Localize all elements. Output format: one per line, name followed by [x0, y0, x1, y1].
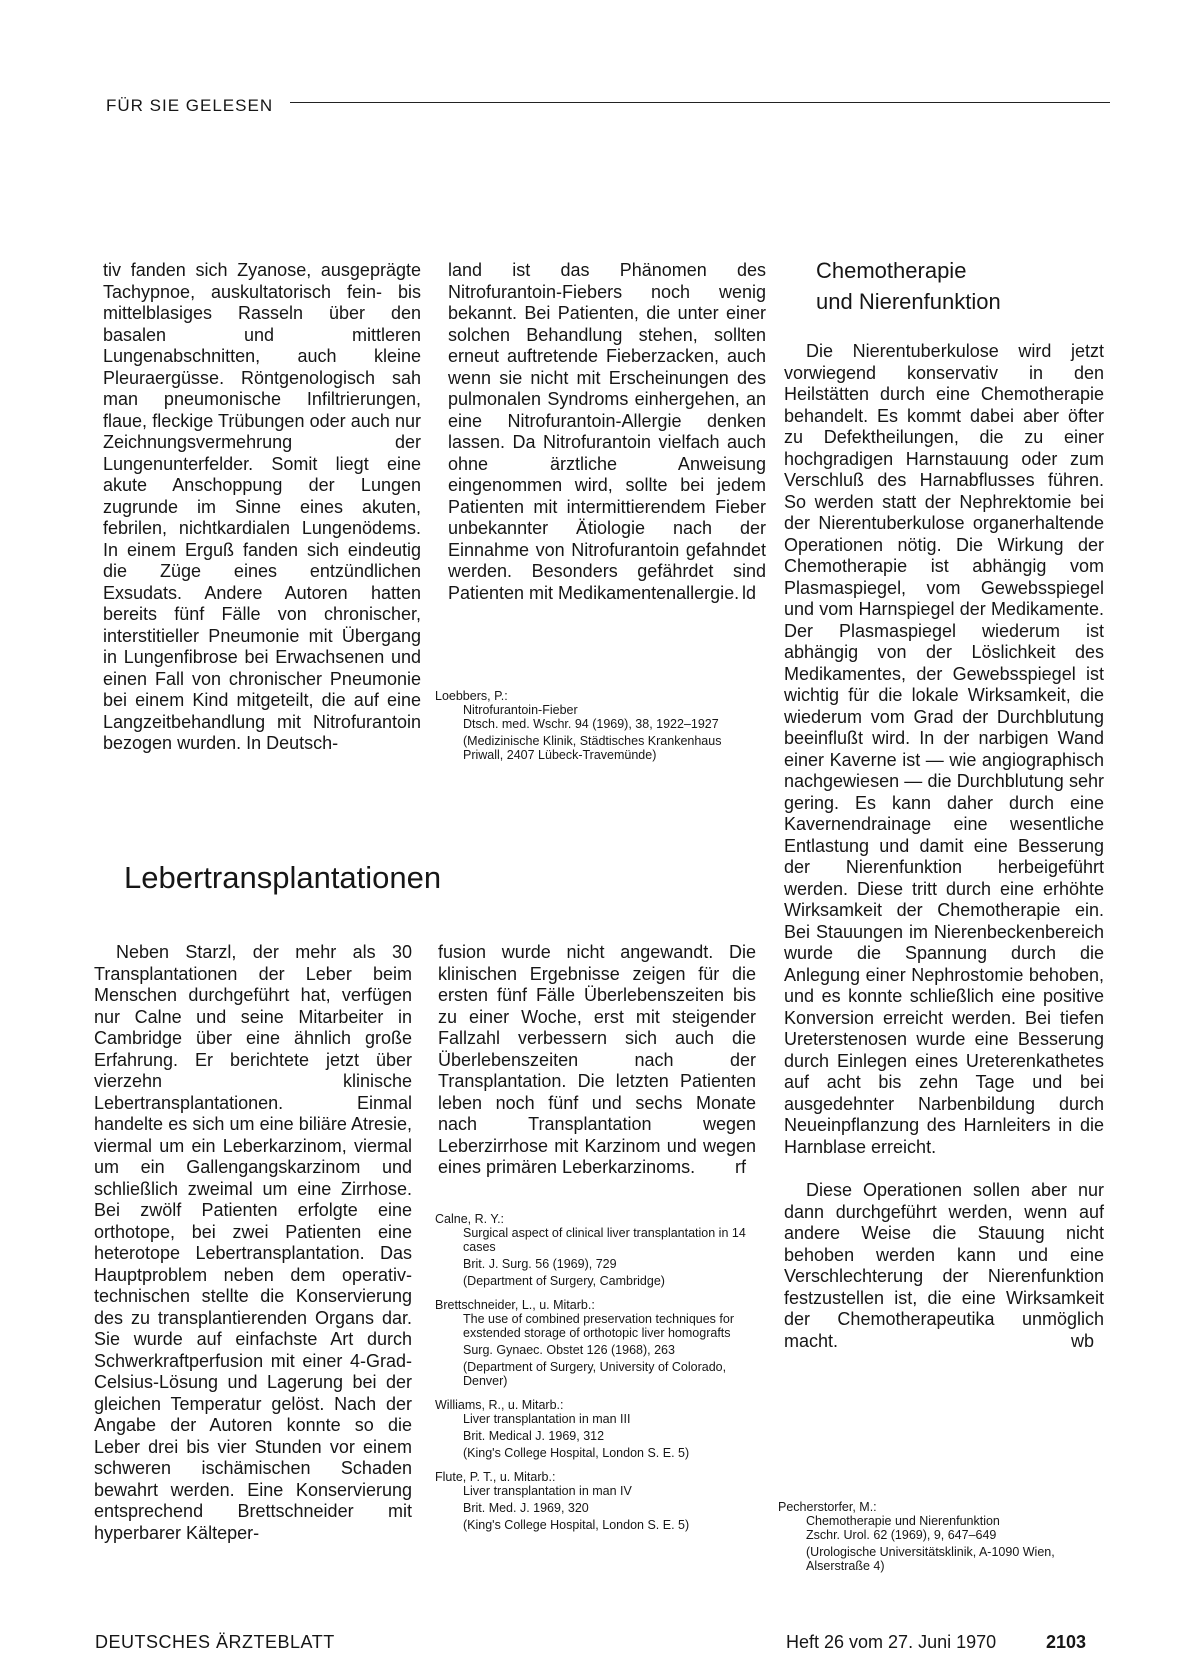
reference-citation: Brit. Medical J. 1969, 312 — [463, 1429, 605, 1443]
article1-col2-text — [448, 260, 766, 604]
article2-col1-text: Neben Starzl, der mehr als 30 Transplantationen der Leber beim Menschen durchgeführt hat, verfügen nur Calne und seine Mitarbeiter in Cambridge über eine ähnlich große Erfahrung. Er berichtete jetzt über vierzehn klinische Lebertransplantationen. Einmal handelte es sich um eine biliäre Atresie, viermal um ein Leberkarzinom, viermal um ein Gallengangskarzinom und schließlich zweimal um eine Zirrhose. Bei zwölf Patienten erfolgte eine orthotope, bei zwei Patienten eine heterotope Lebertransplantation. Das Hauptproblem neben dem operativ-technischen stellte die Konservierung des zu transplantierenden Organs dar. Sie wurde auf einfachste Art durch Schwerkraftperfusion mit einer 4-Grad-Celsius-Lösung und Lagerung bei der gleichen Temperatur gelöst. Nach der Angabe der Autoren konnte so die Leber drei bis vier Stunden vor einem schweren ischämischen Schaden bewahrt werden. Eine Konservierung entsprechend Brettschneider mit hyperbarer Kälteper- — [94, 942, 412, 1543]
reference-citation: Brit. Med. J. 1969, 320 — [463, 1501, 589, 1515]
article3-para2-body: Diese Operationen sollen aber nur dann durchgeführt werden, wenn auf andere Weise die Stauung nicht behoben werden kann und eine Verschlechterung der Nierenfunktion festzustellen ist, die eine Wirksamkeit der Chemotherapeutika unmöglich macht. — [784, 1180, 1104, 1351]
reference-title: Nitrofurantoin-Fieber — [463, 703, 578, 717]
article2-title: Lebertransplantationen — [124, 860, 442, 895]
article3-signature: wb — [1070, 1330, 1094, 1351]
article1-col1-text: tiv fanden sich Zyanose, ausgeprägte Tachypnoe, auskultatorisch fein- bis mittelblasiges Rasseln über den basalen und mittleren Lungenabschnitten, auch kleine Pleuraergüsse. Röntgenologisch sah man pneumonische Infiltrierungen, flaue, fleckige Trübungen oder auch nur Zeichnungsvermehrung der Lungenunterfelder. Somit liegt eine akute Anschoppung der Lungen zugrunde im Sinne eines akuten, febrilen, nichtkardialen Lungenödems. In einem Erguß fanden sich eindeutig die Züge eines entzündlichen Exsudats. Andere Autoren hatten bereits fünf Fälle von chronischer, interstitieller Pneumonie mit Übergang in Lungenfibrose bei Erwachsenen und einen Fall von chronischer Pneumonie bei einem Kind mitgeteilt, die auf eine Langzeitbehandlung mit Nitrofurantoin bezogen wurden. In Deutsch- — [103, 260, 421, 753]
reference-title: Liver transplantation in man III — [463, 1412, 631, 1426]
article1-col2 — [448, 260, 766, 604]
reference-citation: Surg. Gynaec. Obstet 126 (1968), 263 — [463, 1343, 675, 1357]
reference-item — [435, 1212, 755, 1288]
article2-signature: rf — [735, 1157, 746, 1177]
reference-author: Williams, R., u. Mitarb.: — [435, 1398, 564, 1412]
journal-name: DEUTSCHES ÄRZTEBLATT — [95, 1632, 335, 1652]
reference-author: Brettschneider, L., u. Mitarb.: — [435, 1298, 595, 1312]
reference-title: Surgical aspect of clinical liver transplantation in 14 cases — [463, 1226, 746, 1254]
page-number: 2103 — [1046, 1632, 1087, 1652]
article3-title-line1: Chemotherapie — [816, 258, 967, 283]
article2-col2-body: fusion wurde nicht angewandt. Die klinischen Ergebnisse zeigen für die ersten fünf Fälle Überlebenszeiten bis zu einer Woche, erst mit steigender Fallzahl verbessern sich auch die Überlebenszeiten nach der Transplantation. Die letzten Patienten leben noch fünf und sechs Monate nach Transplantation wegen Leberzirrhose mit Karzinom und wegen eines primären Leberkarzinoms. — [438, 942, 756, 1177]
reference-affiliation: (Department of Surgery, University of Colorado, Denver) — [463, 1360, 727, 1388]
reference-affiliation: (Urologische Universitätsklinik, A-1090 Wien, Alserstraße 4) — [806, 1545, 1055, 1573]
reference-affiliation: (Department of Surgery, Cambridge) — [463, 1274, 665, 1288]
reference-author: Loebbers, P.: — [435, 689, 508, 703]
article1-col2-body: land ist das Phänomen des Nitrofurantoin-Fiebers noch wenig bekannt. Bei Patienten, die unter einer solchen Behandlung stehen, sollten erneut auftretende Fieberzacken, auch wenn sie nicht mit Erscheinungen des pulmonalen Syndroms einhergehen, an eine Nitrofurantoin-Allergie denken lassen. Da Nitrofurantoin vielfach auch ohne ärztliche Anweisung eingenommen wird, sollte bei jedem Patienten mit intermittierendem Fieber unbekannter Ätiologie nach der Einnahme von Nitrofurantoin gefahndet werden. Besonders gefährdet sind Patienten mit Medikamentenallergie. — [448, 260, 766, 603]
reference-title: The use of combined preservation techniques for exstended storage of orthotopic liver homografts — [463, 1312, 734, 1340]
reference-citation: Dtsch. med. Wschr. 94 (1969), 38, 1922–1927 — [463, 717, 719, 731]
reference-citation: Zschr. Urol. 62 (1969), 9, 647–649 — [806, 1528, 997, 1542]
reference-title: Chemotherapie und Nierenfunktion — [806, 1514, 1000, 1528]
reference-author: Flute, P. T., u. Mitarb.: — [435, 1470, 556, 1484]
article2-references — [435, 1212, 755, 1532]
article2-col1 — [94, 942, 412, 1544]
article3-para2 — [784, 1180, 1104, 1352]
article3-title-line2: und Nierenfunktion — [816, 289, 1001, 314]
section-label: FÜR SIE GELESEN — [106, 96, 274, 115]
reference-citation: Brit. J. Surg. 56 (1969), 729 — [463, 1257, 617, 1271]
reference-author: Calne, R. Y.: — [435, 1212, 505, 1226]
article1-reference — [435, 689, 760, 762]
article1-signature: ld — [741, 582, 756, 603]
reference-affiliation: (Medizinische Klinik, Städtisches Krankenhaus Priwall, 2407 Lübeck-Travemünde) — [463, 734, 722, 762]
reference-item — [435, 1470, 755, 1532]
article3-para1: Die Nierentuberkulose wird jetzt vorwiegend konservativ in den Heilstätten durch eine Chemotherapie behandelt. Es kommt dabei aber öfter zu Defektheilungen, die zu einer hochgradigen Harnstauung oder zum Verschluß des Harnabflusses führen. So werden statt der Nephrektomie bei der Nierentuberkulose organerhaltende Operationen nötig. Die Wirkung der Chemotherapie ist abhängig vom Plasmaspiegel, vom Gewebsspiegel und vom Harnspiegel der Medikamente. Der Plasmaspiegel wiederum ist abhängig von der Löslichkeit des Medikamentes, der Gewebsspiegel ist wichtig für die lokale Wirksamkeit, die wiederum vom Grad der Durchblutung beeinflußt wird. In der narbigen Wand einer Kaverne ist — wie angiographisch nachgewiesen — die Durchblutung sehr gering. Es kann daher durch eine Kavernendrainage eine wesentliche Entlastung und damit eine Besserung der Nierenfunktion herbeigeführt werden. Diese tritt durch eine erhöhte Wirksamkeit der Chemotherapie ein. Bei Stauungen im Nierenbeckenbereich wurde die Spannung durch die Anlegung einer Nephrostomie behoben, und es konnte schließlich eine positive Konversion erreicht werden. Bei tiefen Ureterstenosen wurde eine Besserung durch Einlegen eines Ureterenkathetes auf acht bis zehn Tage und bei ausgedehnter Narbenbildung durch Neueinpflanzung des Harnleiters in die Harnblase erreicht. — [784, 341, 1104, 1157]
reference-title: Liver transplantation in man IV — [463, 1484, 632, 1498]
reference-item — [435, 1298, 755, 1388]
article2-col2 — [438, 942, 756, 1179]
article3-body — [784, 341, 1104, 1352]
article3-reference — [778, 1500, 1068, 1573]
issue-info: Heft 26 vom 27. Juni 1970 — [786, 1632, 997, 1652]
reference-author: Pecherstorfer, M.: — [778, 1500, 877, 1514]
header-rule — [290, 102, 1110, 103]
article3-title — [816, 255, 1001, 317]
reference-affiliation: (King's College Hospital, London S. E. 5) — [463, 1518, 690, 1532]
reference-affiliation: (King's College Hospital, London S. E. 5) — [463, 1446, 690, 1460]
reference-item — [435, 1398, 755, 1460]
article1-col1 — [103, 260, 421, 755]
article2-col2-text — [438, 942, 756, 1179]
